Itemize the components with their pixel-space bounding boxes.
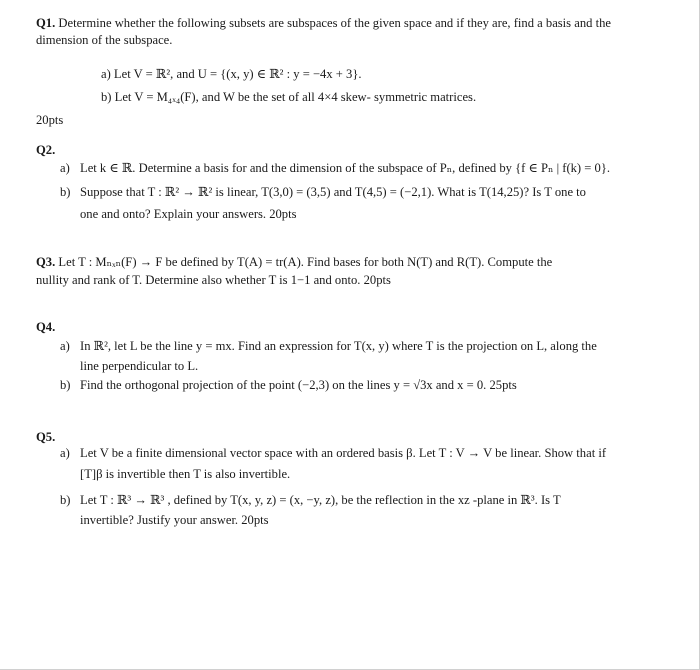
q1-line1 [36,15,611,32]
q1-text-line1: Determine whether the following subsets are subspaces of the given space and if they are, find a basis and the [58,16,611,30]
q4-heading: Q4. [36,320,56,334]
q4-b-text: Find the orthogonal projection of the point (−2,3) on the lines y = √3x and x = 0. 25pts [80,378,517,392]
q3-line1-row [36,254,552,271]
q5-a-line1: Let V be a finite dimensional vector space with an ordered basis β. Let T : V → V be linear. Show that if [80,446,607,460]
q4-a-label: a) [60,339,70,353]
q4-a-line2: line perpendicular to L. [80,359,199,373]
q1-part-b: b) Let V = M₄ₓ₄(F), and W be the set of all 4×4 skew- symmetric matrices. [101,90,477,104]
q5-b-line2: invertible? Justify your answer. 20pts [80,513,269,527]
q2-a-label: a) [60,161,70,175]
q2-b-label: b) [60,185,71,199]
q1-text-line2: dimension of the subspace. [36,33,173,47]
q5-b-label: b) [60,493,71,507]
q4-a-line1: In ℝ², let L be the line y = mx. Find an expression for T(x, y) where T is the projection on L, along the [80,339,597,353]
q1-part-a: a) Let V = ℝ², and U = {(x, y) ∈ ℝ² : y = −4x + 3}. [101,67,362,81]
q3-line1: Let T : Mₙₓₙ(F) → F be defined by T(A) = tr(A). Find bases for both N(T) and R(T). Compute the [58,255,553,269]
q2-b-line2: one and onto? Explain your answers. 20pts [80,207,297,221]
q1-points: 20pts [36,113,64,127]
q5-a-line2: [T]β is invertible then T is also invertible. [80,467,291,481]
q2-b-line1: Suppose that T : ℝ² → ℝ² is linear, T(3,0) = (3,5) and T(4,5) = (−2,1). What is T(14,25)? Is T one to [80,185,586,199]
q3-line2: nullity and rank of T. Determine also whether T is 1−1 and onto. 20pts [36,273,391,287]
q5-a-label: a) [60,446,70,460]
q3-heading: Q3. [36,255,56,269]
q1-heading: Q1. [36,16,56,30]
q4-b-label: b) [60,378,71,392]
q5-heading: Q5. [36,430,56,444]
q5-b-line1: Let T : ℝ³ → ℝ³ , defined by T(x, y, z) = (x, −y, z), be the reflection in the xz -plane in ℝ³. Is T [80,493,561,507]
q2-heading: Q2. [36,143,56,157]
q2-a-text: Let k ∈ ℝ. Determine a basis for and the dimension of the subspace of Pₙ, defined by {f ∈ Pₙ | f(k) = 0}. [80,161,611,175]
